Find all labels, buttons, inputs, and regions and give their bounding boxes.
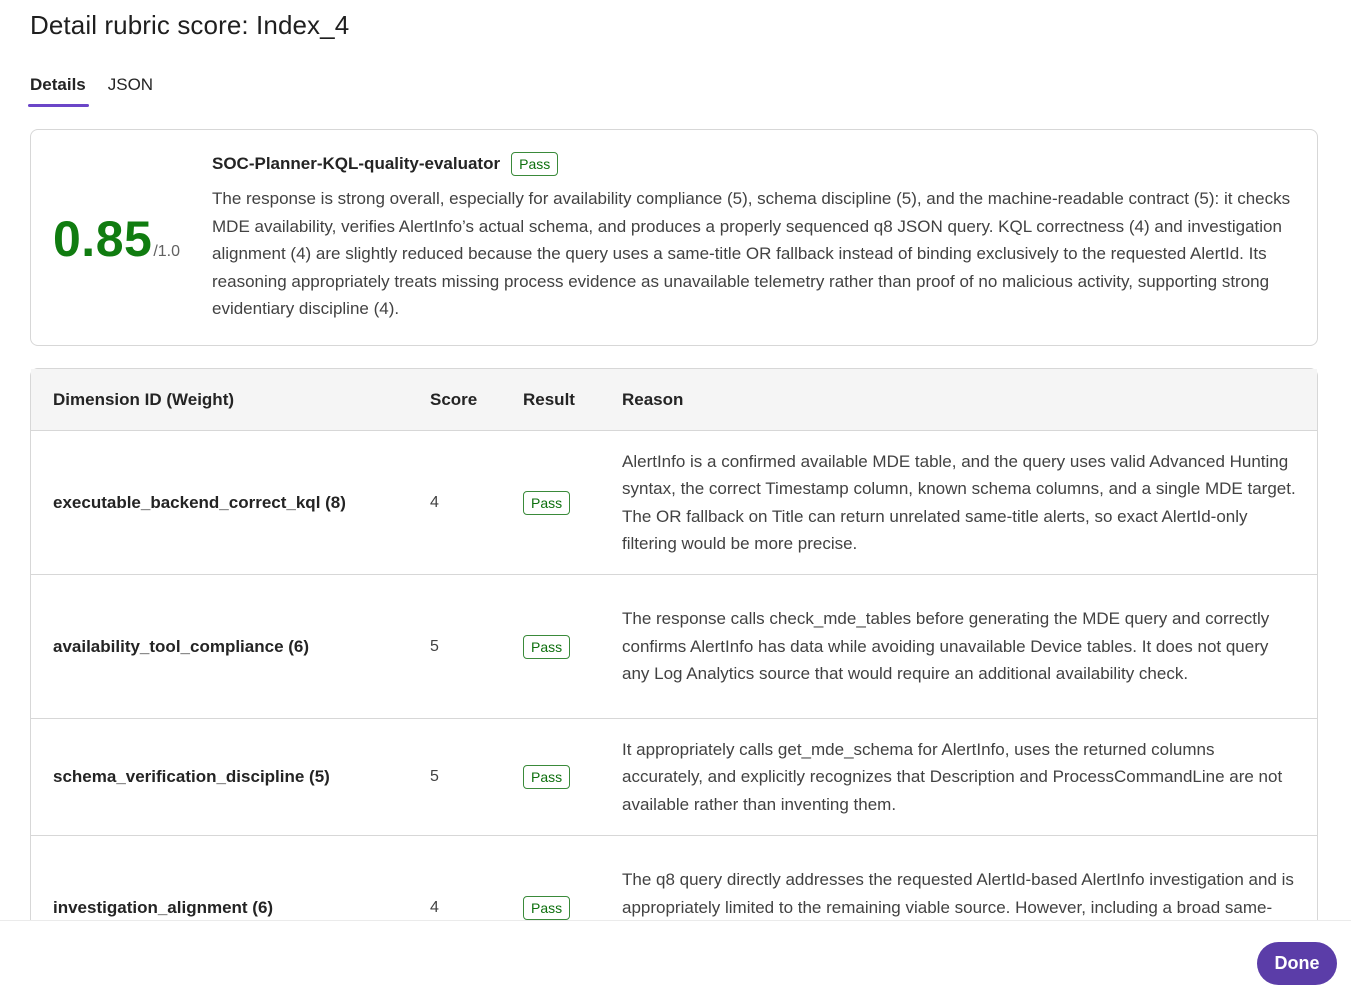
dimension-score: 5 (430, 768, 439, 785)
tab-details[interactable]: Details (30, 72, 86, 108)
result-cell (523, 491, 622, 515)
dimension-id: investigation_alignment (6) (53, 897, 274, 917)
dimension-reason: AlertInfo is a confirmed available MDE table, and the query uses valid Advanced Hunting syntax, the correct Timestamp column, known schema columns, and a single MDE target. The OR fallback on Title can return unrelated same-title alerts, so exact AlertId-only filtering would be more precise. (622, 451, 1296, 553)
table-row (31, 719, 1317, 836)
evaluator-name: SOC-Planner-KQL-quality-evaluator (212, 154, 501, 173)
result-cell (523, 765, 622, 789)
tab-json[interactable]: JSON (107, 75, 154, 94)
rubric-table (30, 368, 1318, 920)
status-badge: Pass (511, 152, 558, 176)
dimension-id: availability_tool_compliance (6) (53, 636, 310, 656)
dimension-id: schema_verification_discipline (5) (53, 767, 330, 786)
dimension-score: 4 (430, 898, 439, 916)
table-row (31, 431, 1317, 575)
column-header-reason: Reason (622, 389, 684, 409)
column-header-score: Score (430, 389, 478, 409)
status-badge: Pass (523, 896, 570, 920)
dialog-footer (0, 920, 1351, 1005)
status-badge: Pass (523, 491, 570, 515)
status-badge: Pass (523, 765, 570, 789)
status-badge: Pass (523, 635, 570, 659)
score-value: 0.85 (53, 211, 153, 267)
summary-card (30, 129, 1318, 346)
evaluator-header (212, 152, 558, 176)
done-button[interactable]: Done (1257, 942, 1337, 985)
dimension-reason: The q8 query directly addresses the requested AlertId-based AlertInfo investigation and is appropriately limited to the remaining viable source. However, including a broad same- (622, 870, 1294, 917)
tab-list (30, 72, 153, 108)
overall-score (53, 210, 180, 268)
dimension-score: 4 (430, 493, 439, 511)
dimension-reason: The response calls check_mde_tables before generating the MDE query and correctly confirms AlertInfo has data while avoiding unavailable Device tables. It does not query any Log Analytics source that would require an additional availability check. (622, 609, 1270, 684)
table-row (31, 575, 1317, 719)
result-cell (523, 896, 622, 920)
column-header-dimension: Dimension ID (Weight) (53, 389, 235, 409)
result-cell (523, 635, 622, 659)
column-header-result: Result (523, 389, 575, 409)
dimension-reason: It appropriately calls get_mde_schema for AlertInfo, uses the returned columns accurately, and explicitly recognizes that Description and ProcessCommandLine are not available rather than inventing them. (622, 739, 1283, 814)
dimension-score: 5 (430, 637, 439, 655)
score-max: /1.0 (153, 243, 181, 260)
page-title: Detail rubric score: Index_4 (30, 10, 350, 40)
dimension-id: executable_backend_correct_kql (8) (53, 492, 346, 512)
evaluator-explanation: The response is strong overall, especially for availability compliance (5), schema discipline (5), and the machine-readable contract (5): it checks MDE availability, verifies AlertInfo’s actual schema, and produces a properly sequenced q8 JSON query. KQL correctness (4) and investigation alignment (4) are slightly reduced because the query uses a same-title OR fallback instead of binding exclusively to the requested AlertId. Its reasoning appropriately treats missing process evidence as unavailable telemetry rather than proof of no malicious activity, supporting strong evidentiary discipline (4). (212, 189, 1291, 318)
table-header (31, 369, 1317, 431)
